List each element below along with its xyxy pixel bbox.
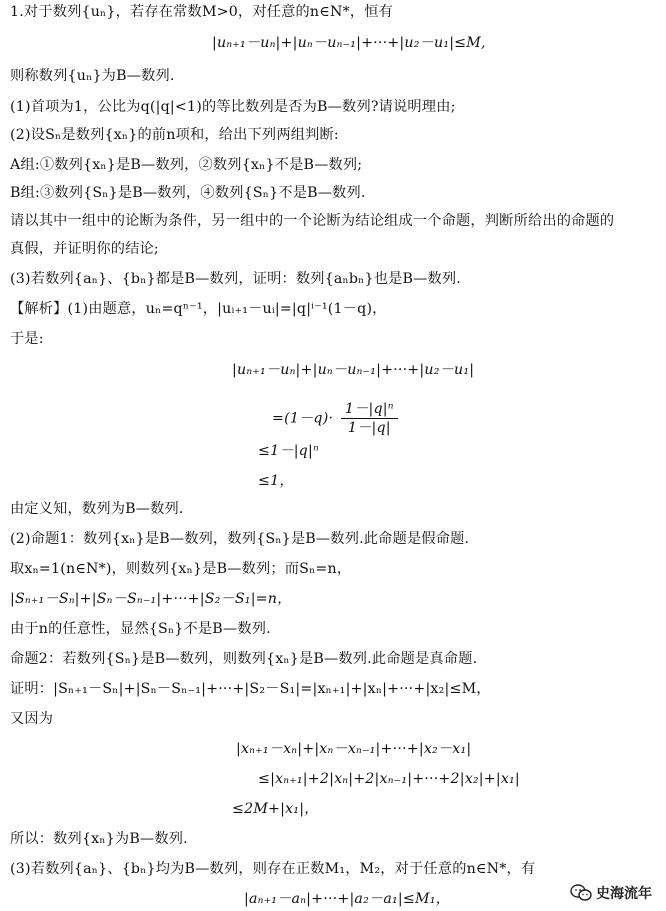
proof-line: 证明：|Sₙ₊₁－Sₙ|+|Sₙ－Sₙ₋₁|+···+|S₂－S₁|=|xₙ₊₁|+|xₙ|+···+|x₂|≤M， xyxy=(10,681,491,697)
conclusion-2: 所以：数列{xₙ}为B—数列. xyxy=(10,831,188,847)
fraction-denominator: 1－|q| xyxy=(347,420,391,436)
so-line: 于是: xyxy=(10,331,44,347)
question-3: (3)若数列{aₙ}、{bₙ}都是B—数列，证明：数列{aₙbₙ}也是B—数列. xyxy=(10,271,462,287)
wechat-icon xyxy=(570,884,592,902)
watermark xyxy=(570,883,652,903)
question-1: (1)首项为1，公比为q(|q|<1)的等比数列是否为B—数列?请说明理由; xyxy=(10,99,456,115)
counterexample-line: 取xₙ=1(n∈N*)，则数列{xₙ}是B—数列；而Sₙ=n， xyxy=(10,561,352,577)
factor-text: =(1－q)· xyxy=(272,410,334,427)
sum-formula: |uₙ₊₁－uₙ|+|uₙ－uₙ₋₁|+···+|u₂－u₁| xyxy=(232,362,475,378)
proposition-1: (2)命题1：数列{xₙ}是B—数列，数列{Sₙ}是B—数列.此命题是假命题. xyxy=(10,531,470,547)
sum-x-formula: |xₙ₊₁－xₙ|+|xₙ－xₙ₋₁|+···+|x₂－x₁| xyxy=(236,741,472,757)
arbitrariness-line: 由于n的任意性，显然{Sₙ}不是B—数列. xyxy=(10,621,271,637)
part-3-solution: (3)若数列{aₙ}、{bₙ}均为B—数列，则存在正数M₁，M₂，对于任意的n∈N*，有 xyxy=(10,861,536,877)
group-b-line: B组:③数列{Sₙ}是B—数列，④数列{Sₙ}不是B—数列. xyxy=(10,185,366,201)
question-2: (2)设Sₙ是数列{xₙ}的前n项和，给出下列两组判断: xyxy=(10,127,339,143)
watermark-text: 史海流年 xyxy=(596,886,652,902)
equality-step xyxy=(272,400,401,437)
a-sum-formula: |aₙ₊₁－aₙ|+···+|a₂－a₁|≤M₁， xyxy=(244,891,450,907)
proposition-2: 命题2：若数列{Sₙ}是B—数列，则数列{xₙ}是B—数列.此命题是真命题. xyxy=(10,651,478,667)
fraction xyxy=(341,400,398,437)
sum-s-formula: |Sₙ₊₁－Sₙ|+|Sₙ－Sₙ₋₁|+···+|S₂－S₁|=n， xyxy=(10,591,292,607)
problem-statement-line: 1.对于数列{uₙ}，若存在常数M>0，对任意的n∈N*，恒有 xyxy=(10,4,394,20)
condition-formula: |uₙ₊₁－uₙ|+|uₙ－uₙ₋₁|+···+|u₂－u₁|≤M, xyxy=(212,35,486,51)
x-inequality-step: ≤|xₙ₊₁|+2|xₙ|+2|xₙ₋₁|+···+2|x₂|+|x₁| xyxy=(258,771,520,787)
bound-step: ≤1， xyxy=(258,473,294,489)
x-bound-step: ≤2M+|x₁|， xyxy=(232,801,319,817)
instruction-line: 请以其中一组中的论断为条件，另一组中的一个论断为结论组成一个命题，判断所给出的命题的 xyxy=(10,213,615,229)
conclusion-1: 由定义知，数列为B—数列. xyxy=(10,501,184,517)
inequality-step: ≤1－|q|ⁿ xyxy=(258,443,319,459)
instruction-line-cont: 真假，并证明你的结论; xyxy=(10,241,159,257)
solution-heading: 【解析】(1)由题意，uₙ=qⁿ⁻¹，|uᵢ₊₁－uᵢ|=|q|ⁱ⁻¹(1－q)， xyxy=(10,301,387,317)
definition-line: 则称数列{uₙ}为B—数列. xyxy=(10,68,175,84)
fraction-numerator: 1－|q|ⁿ xyxy=(341,400,398,419)
also-because-line: 又因为 xyxy=(10,711,54,727)
group-a-line: A组:①数列{xₙ}是B—数列，②数列{xₙ}不是B—数列; xyxy=(10,157,363,173)
